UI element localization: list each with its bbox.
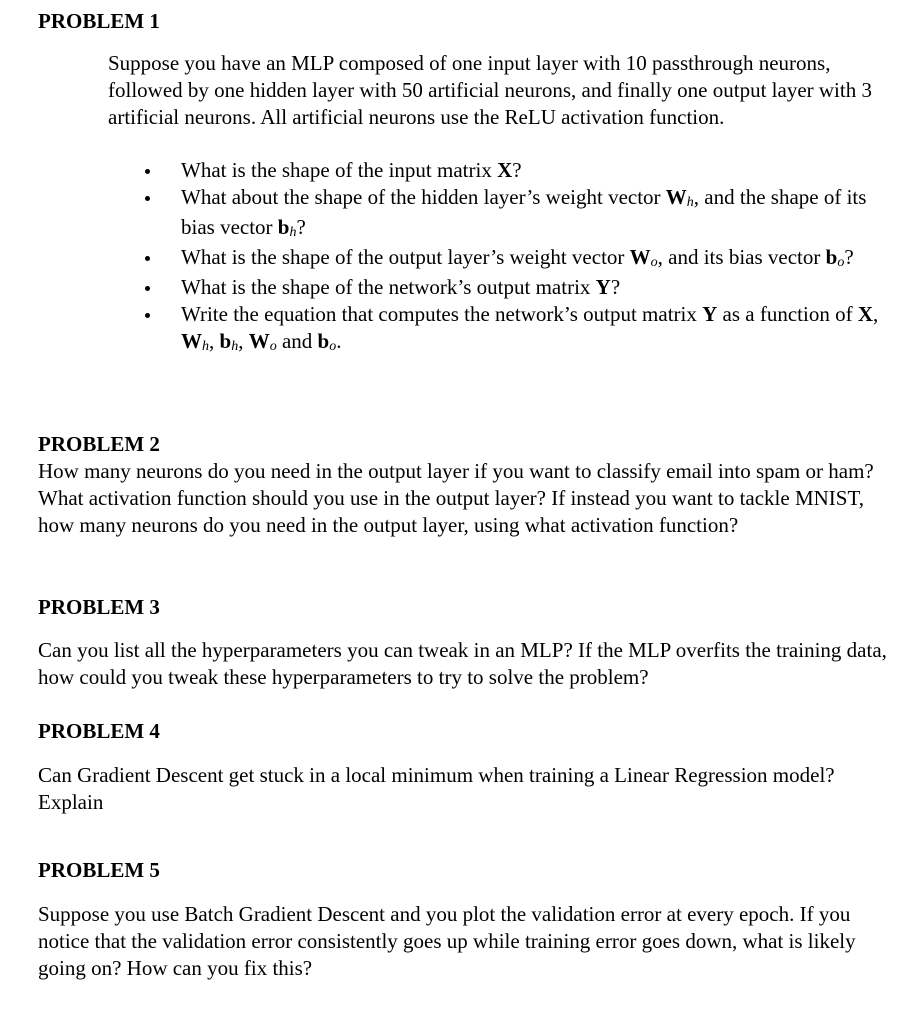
- bullet-icon: [145, 169, 150, 174]
- bullet-icon: [145, 286, 150, 291]
- problem-3-heading: PROBLEM 3: [38, 595, 160, 619]
- problem-1-question-output-weights: What is the shape of the output layer’s weight vector Wo, and its bias vector bo?: [141, 244, 881, 274]
- problem-3-text: Can you list all the hyperparameters you can tweak in an MLP? If the MLP overfits the training data, how could you tweak these hyperparameters to try to solve the problem?: [38, 638, 887, 689]
- problem-4-heading: PROBLEM 4: [38, 719, 160, 743]
- problem-5-text: Suppose you use Batch Gradient Descent and you plot the validation error at every epoch. If you notice that the validation error consistently goes up while training error goes down, what is likely going on? How can you fix this?: [38, 902, 856, 980]
- problem-1-question-hidden-weights: What about the shape of the hidden layer’s weight vector Wh, and the shape of its bias vector bh?: [141, 184, 881, 244]
- bullet-icon: [145, 256, 150, 261]
- problem-1-question-input-shape: What is the shape of the input matrix X?: [141, 157, 881, 184]
- problem-1-question-equation: Write the equation that computes the network’s output matrix Y as a function of X, Wh, bh, Wo and bo.: [141, 301, 881, 358]
- problem-1-question-output-shape: What is the shape of the network’s output matrix Y?: [141, 274, 881, 301]
- bullet-icon: [145, 313, 150, 318]
- problem-5-heading: PROBLEM 5: [38, 858, 160, 882]
- problem-1-question-list: [141, 157, 881, 358]
- problem-2-text: How many neurons do you need in the output layer if you want to classify email into spam or ham? What activation function should you use in the output layer? If instead you want to tackle MNIST, how many neurons do you need in the output layer, using what activation function?: [38, 459, 874, 537]
- problem-1-heading: PROBLEM 1: [38, 9, 160, 33]
- problem-4-text: Can Gradient Descent get stuck in a local minimum when training a Linear Regression model? Explain: [38, 763, 835, 814]
- problem-2-heading: PROBLEM 2: [38, 432, 160, 456]
- problem-1-intro: Suppose you have an MLP composed of one input layer with 10 passthrough neurons, followed by one hidden layer with 50 artificial neurons, and finally one output layer with 3 artificial neurons. All artificial neurons use the ReLU activation function.: [108, 51, 872, 129]
- bullet-icon: [145, 196, 150, 201]
